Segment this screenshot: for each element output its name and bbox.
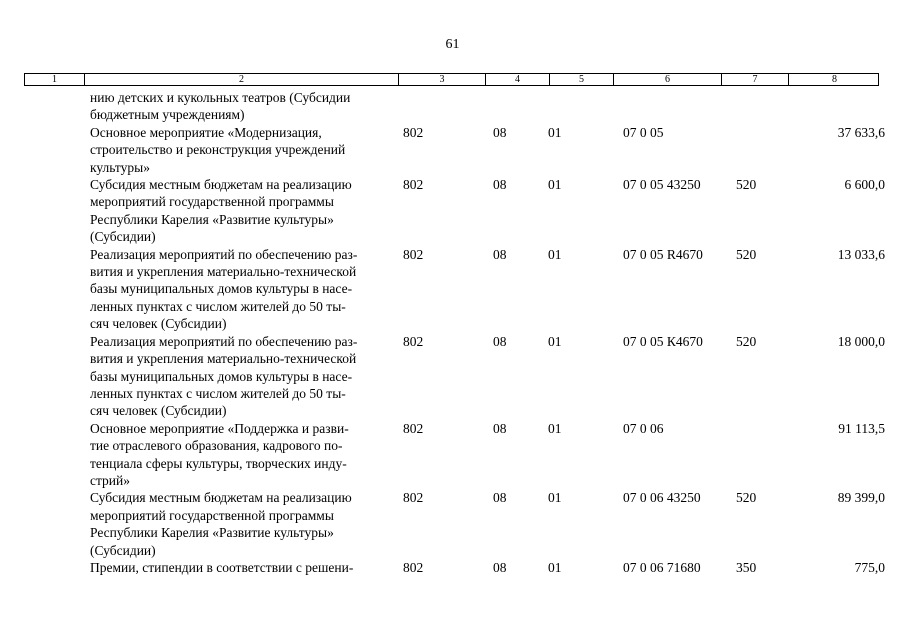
- description-line: вития и укрепления материально-технической: [90, 264, 357, 280]
- table-column-header-row: [24, 73, 879, 86]
- row-description: [90, 420, 403, 490]
- description-line: базы муниципальных домов культуры в насе-: [90, 281, 353, 297]
- description-line: Реализация мероприятий по обеспечению раз-: [90, 246, 358, 262]
- expense-type-cell: [736, 420, 811, 490]
- amount-cell: 775,0: [854, 559, 885, 575]
- row-description: [90, 124, 403, 176]
- expense-type-cell: 520: [736, 177, 757, 193]
- amount-cell: [811, 89, 885, 124]
- amount-cell: 37 633,6: [837, 124, 885, 140]
- row-description: [90, 559, 403, 576]
- subsection-code-cell: 01: [548, 177, 562, 193]
- description-line: мероприятий государственной программы: [90, 507, 334, 523]
- section-code-cell: [493, 89, 548, 124]
- table-row: [0, 89, 905, 124]
- description-line: тие отраслевого образования, кадрового по-: [90, 438, 343, 454]
- ministry-code-cell: 802: [403, 246, 424, 262]
- subsection-code-cell: 01: [548, 124, 562, 140]
- table-row: [0, 124, 905, 176]
- subsection-code-cell: [548, 89, 623, 124]
- amount-cell: 6 600,0: [844, 177, 885, 193]
- page-number: 61: [445, 37, 460, 52]
- section-code-cell: 08: [493, 124, 507, 140]
- description-line: (Субсидии): [90, 542, 156, 558]
- table-row: [0, 489, 905, 559]
- table-row: [0, 333, 905, 420]
- column-header-5: 5: [550, 74, 614, 85]
- expense-type-cell: [736, 124, 811, 176]
- table-row: [0, 420, 905, 490]
- expense-type-cell: 350: [736, 559, 757, 575]
- row-description: [90, 333, 403, 420]
- amount-cell: 89 399,0: [837, 490, 885, 506]
- ministry-code-cell: 802: [403, 124, 424, 140]
- section-code-cell: 08: [493, 490, 507, 506]
- column-header-2: 2: [85, 74, 399, 85]
- description-line: Основное мероприятие «Поддержка и разви-: [90, 420, 349, 436]
- description-line: сяч человек (Субсидии): [90, 403, 227, 419]
- description-line: нию детских и кукольных театров (Субсидии: [90, 90, 351, 105]
- description-line: культуры»: [90, 159, 150, 175]
- table-row: [0, 176, 905, 246]
- description-line: Премии, стипендии в соответствии с решени-: [90, 559, 354, 575]
- subsection-code-cell: 01: [548, 333, 562, 349]
- expense-type-cell: 520: [736, 246, 757, 262]
- amount-cell: 13 033,6: [837, 246, 885, 262]
- target-article-cell: 07 0 05 К4670: [623, 333, 703, 349]
- description-line: строительство и реконструкция учреждений: [90, 142, 346, 158]
- column-header-8: 8: [832, 74, 837, 85]
- expense-type-cell: 520: [736, 333, 757, 349]
- column-header-1: 1: [25, 74, 85, 85]
- ministry-code-cell: 802: [403, 177, 424, 193]
- ministry-code-cell: 802: [403, 333, 424, 349]
- description-line: стрий»: [90, 472, 131, 488]
- column-header-3: 3: [399, 74, 486, 85]
- description-line: тенциала сферы культуры, творческих инду-: [90, 455, 347, 471]
- section-code-cell: 08: [493, 559, 507, 575]
- row-description: [90, 489, 403, 559]
- section-code-cell: 08: [493, 420, 507, 436]
- expense-type-cell: 520: [736, 490, 757, 506]
- row-description: [90, 246, 403, 333]
- amount-cell: 91 113,5: [838, 420, 885, 436]
- section-code-cell: 08: [493, 177, 507, 193]
- subsection-code-cell: 01: [548, 559, 562, 575]
- description-line: ленных пунктах с числом жителей до 50 ты-: [90, 298, 346, 314]
- target-article-cell: 07 0 06 43250: [623, 490, 701, 506]
- description-line: Республики Карелия «Развитие культуры»: [90, 525, 334, 541]
- table-row: [0, 246, 905, 333]
- subsection-code-cell: 01: [548, 246, 562, 262]
- ministry-code-cell: 802: [403, 420, 424, 436]
- target-article-cell: 07 0 05 R4670: [623, 246, 703, 262]
- description-line: ленных пунктах с числом жителей до 50 ты-: [90, 385, 346, 401]
- section-code-cell: 08: [493, 333, 507, 349]
- amount-cell: 18 000,0: [837, 333, 885, 349]
- table-row: [0, 559, 905, 576]
- subsection-code-cell: 01: [548, 490, 562, 506]
- section-code-cell: 08: [493, 246, 507, 262]
- description-line: вития и укрепления материально-технической: [90, 351, 357, 367]
- target-article-cell: [623, 89, 736, 124]
- description-line: (Субсидии): [90, 229, 156, 245]
- row-description: [90, 176, 403, 246]
- target-article-cell: 07 0 06: [623, 420, 664, 436]
- description-line: базы муниципальных домов культуры в насе-: [90, 368, 353, 384]
- target-article-cell: 07 0 05: [623, 124, 664, 140]
- description-line: мероприятий государственной программы: [90, 194, 334, 210]
- description-line: Реализация мероприятий по обеспечению раз-: [90, 333, 358, 349]
- row-description: [90, 89, 403, 124]
- table-body: [0, 89, 905, 576]
- description-line: Субсидия местным бюджетам на реализацию: [90, 490, 352, 506]
- description-line: Субсидия местным бюджетам на реализацию: [90, 177, 352, 193]
- target-article-cell: 07 0 06 71680: [623, 559, 701, 575]
- target-article-cell: 07 0 05 43250: [623, 177, 701, 193]
- description-line: Основное мероприятие «Модернизация,: [90, 124, 322, 140]
- column-header-4: 4: [486, 74, 550, 85]
- description-line: бюджетным учреждениям): [90, 107, 245, 123]
- expense-type-cell: [736, 89, 811, 124]
- column-header-7: 7: [722, 74, 789, 85]
- ministry-code-cell: 802: [403, 490, 424, 506]
- description-line: Республики Карелия «Развитие культуры»: [90, 211, 334, 227]
- subsection-code-cell: 01: [548, 420, 562, 436]
- ministry-code-cell: 802: [403, 559, 424, 575]
- column-header-6: 6: [614, 74, 722, 85]
- ministry-code-cell: [403, 89, 493, 124]
- description-line: сяч человек (Субсидии): [90, 316, 227, 332]
